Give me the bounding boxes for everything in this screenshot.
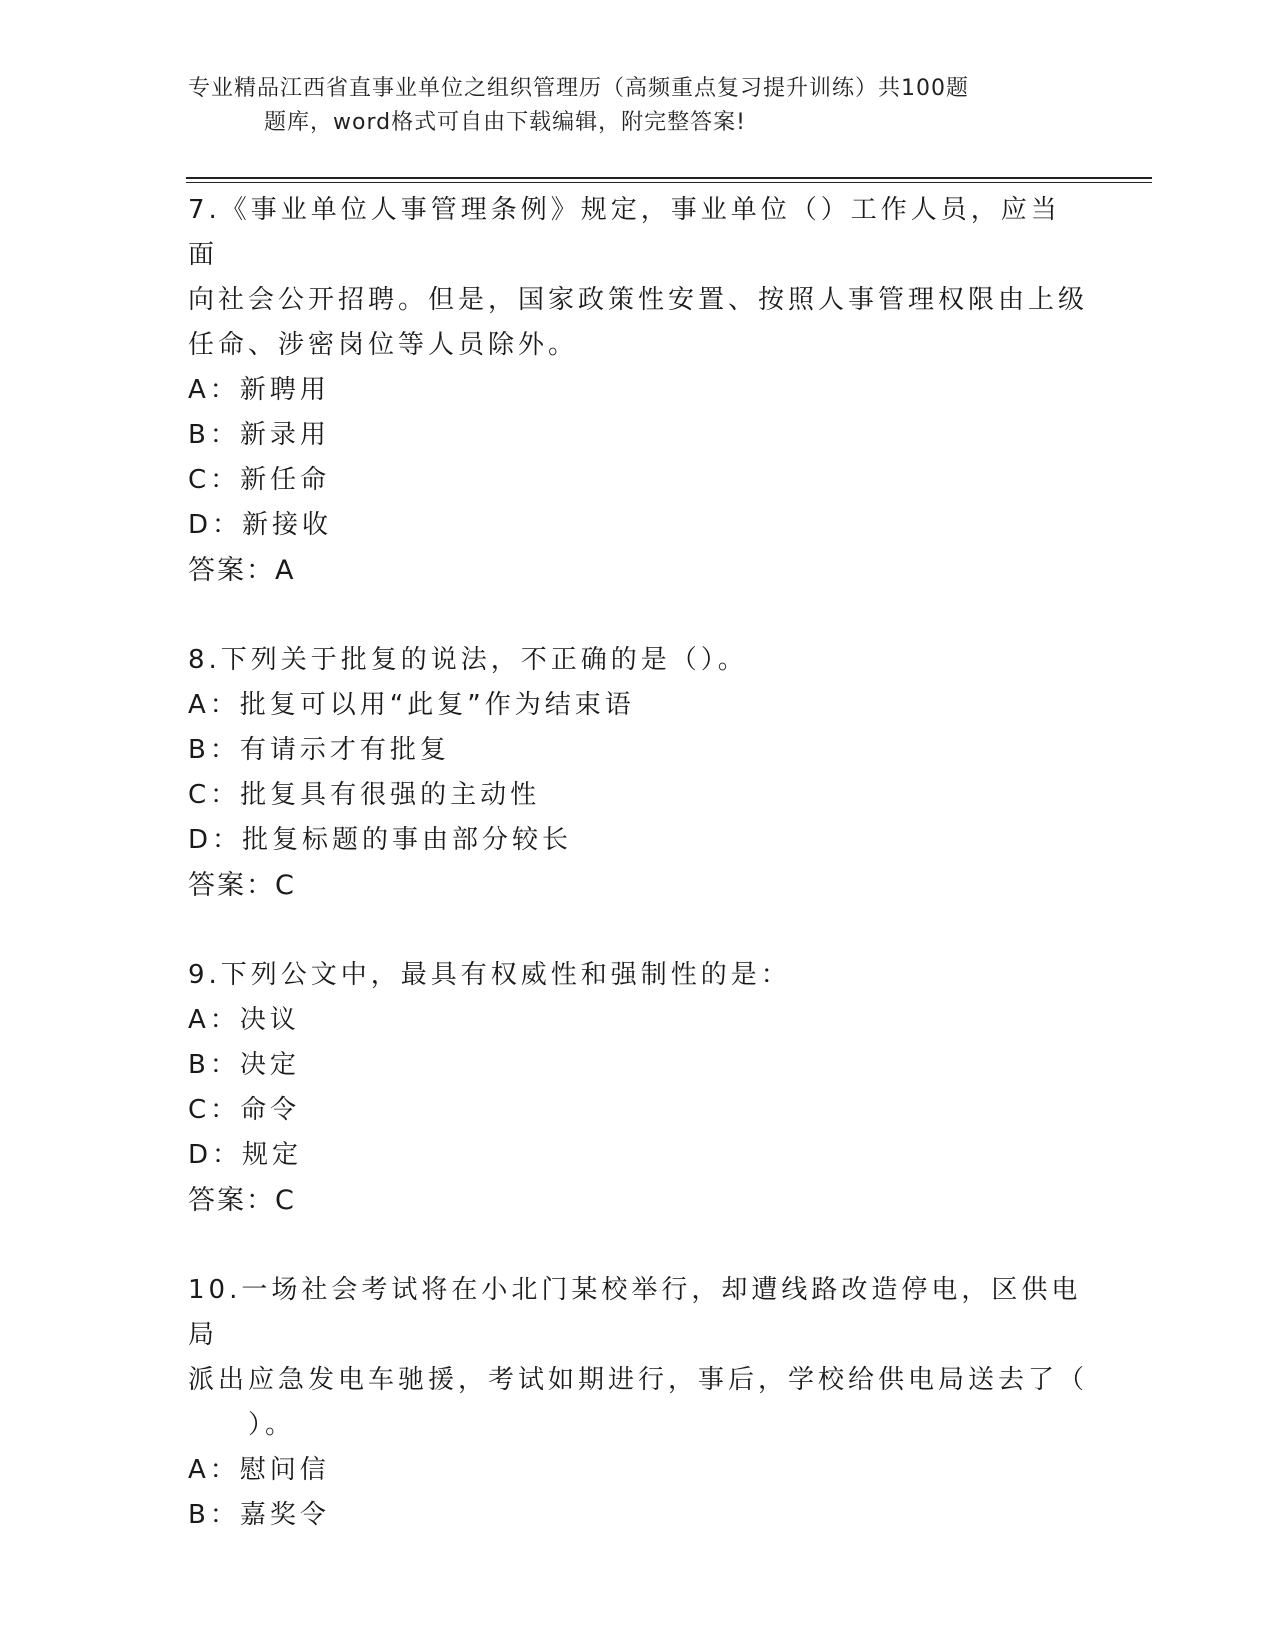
- question-stem-line: 向社会公开招聘。但是，国家政策性安置、按照人事管理权限由上级: [188, 285, 1089, 315]
- question-stem-line: 7.《事业单位人事管理条例》规定，事业单位（）工作人员，应当面: [188, 195, 1061, 270]
- option-a: A：慰问信: [188, 1455, 330, 1485]
- question-7: [188, 188, 1088, 594]
- header-divider-thin: [186, 182, 1152, 183]
- question-stem-line: 8.下列关于批复的说法，不正确的是（）。: [188, 645, 748, 675]
- answer-line: 答案：C: [188, 1185, 296, 1216]
- option-b: B：决定: [188, 1050, 300, 1080]
- option-c: C：命令: [188, 1095, 301, 1125]
- question-stem-line: 9.下列公文中，最具有权威性和强制性的是：: [188, 960, 791, 990]
- question-9: [188, 953, 1088, 1224]
- page-header: [188, 72, 1068, 140]
- option-d: D：批复标题的事由部分较长: [188, 825, 573, 855]
- option-c: C：批复具有很强的主动性: [188, 780, 541, 810]
- question-8: [188, 638, 1088, 909]
- question-stem-line: 任命、涉密岗位等人员除外。: [188, 330, 579, 360]
- option-d: D：规定: [188, 1140, 303, 1170]
- answer-line: 答案：A: [188, 555, 296, 586]
- option-b: B：新录用: [188, 420, 330, 450]
- spacer: [188, 909, 1088, 953]
- question-10: [188, 1268, 1088, 1538]
- question-stem-line: 派出应急发电车驰援，考试如期进行，事后，学校给供电局送去了（: [188, 1365, 1089, 1395]
- option-a: A：新聘用: [188, 375, 330, 405]
- question-stem-line: 10.一场社会考试将在小北门某校举行，却遭线路改造停电，区供电局: [188, 1275, 1082, 1350]
- option-a: A：批复可以用“此复”作为结束语: [188, 690, 635, 720]
- option-b: B：嘉奖令: [188, 1500, 330, 1530]
- spacer: [188, 1224, 1088, 1268]
- question-stem-line: ）。: [188, 1410, 296, 1440]
- option-a: A：决议: [188, 1005, 300, 1035]
- option-b: B：有请示才有批复: [188, 735, 450, 765]
- header-title-line-2: 题库，word格式可自由下载编辑，附完整答案!: [264, 110, 746, 135]
- header-title-line-1: 专业精品江西省直事业单位之组织管理历（高频重点复习提升训练）共100题: [188, 76, 969, 101]
- question-list: [188, 188, 1088, 1538]
- spacer: [188, 594, 1088, 638]
- option-d: D：新接收: [188, 510, 333, 540]
- answer-line: 答案：C: [188, 870, 296, 901]
- option-c: C：新任命: [188, 465, 331, 495]
- header-divider-thick: [186, 177, 1152, 179]
